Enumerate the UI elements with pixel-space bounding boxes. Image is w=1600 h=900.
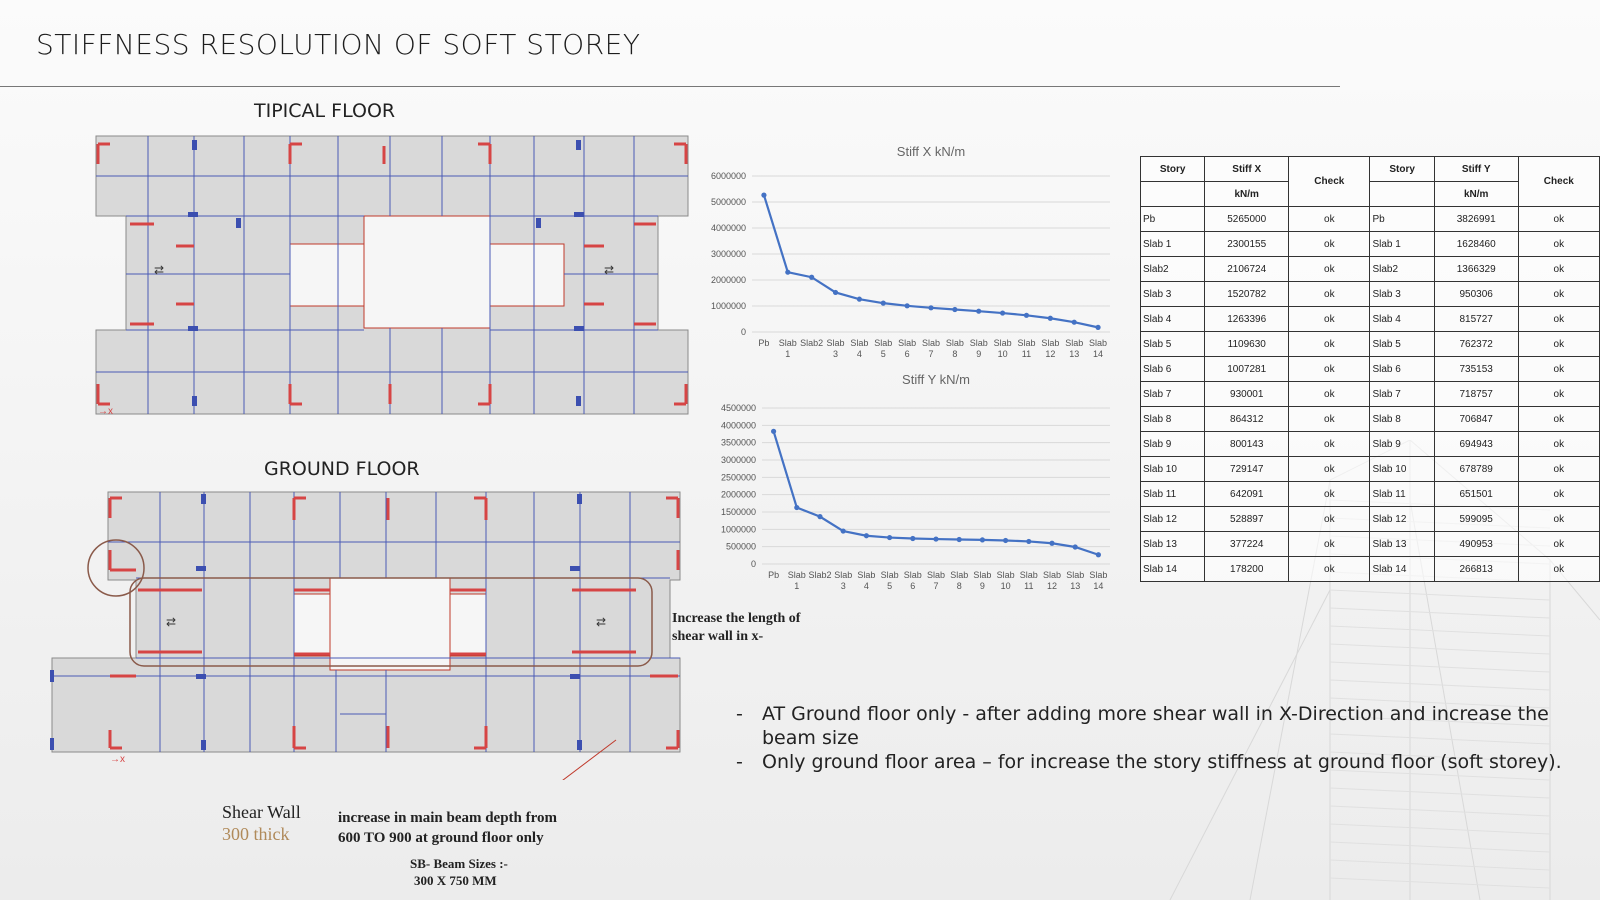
- stiff-y-cell: 678789: [1434, 457, 1518, 482]
- data-point: [976, 309, 981, 314]
- story-cell: Slab 9: [1370, 432, 1434, 457]
- x-tick-label: 11: [1024, 581, 1034, 590]
- header-story-x: Story: [1141, 157, 1205, 182]
- x-tick-label: Slab: [778, 338, 797, 348]
- data-point: [933, 536, 938, 541]
- check-y-cell: ok: [1518, 532, 1599, 557]
- x-tick-label: 1: [785, 349, 791, 359]
- series-line: [774, 431, 1099, 554]
- x-tick-label: 9: [979, 581, 985, 590]
- check-x-cell: ok: [1289, 232, 1370, 257]
- x-tick-label: 13: [1069, 349, 1080, 359]
- story-cell: Slab 4: [1141, 307, 1205, 332]
- check-y-cell: ok: [1518, 557, 1599, 582]
- check-y-cell: ok: [1518, 307, 1599, 332]
- header-unit-y: kN/m: [1434, 182, 1518, 207]
- stiff-x-cell: 178200: [1205, 557, 1289, 582]
- x-tick-label: 7: [933, 581, 939, 590]
- data-point: [817, 514, 822, 519]
- table-row: [1141, 257, 1600, 282]
- data-point: [1096, 552, 1101, 557]
- story-cell: Slab2: [1141, 257, 1205, 282]
- check-y-cell: ok: [1518, 457, 1599, 482]
- check-x-cell: ok: [1289, 557, 1370, 582]
- ground-arrow-left: ⇄: [166, 615, 177, 629]
- ground-lobby-left: [294, 594, 330, 656]
- story-cell: Slab 4: [1370, 307, 1434, 332]
- y-tick-label: 2000000: [710, 275, 746, 285]
- stiff-x-cell: 930001: [1205, 382, 1289, 407]
- y-tick-label: 1000000: [710, 301, 746, 311]
- x-tick-label: Slab: [1089, 338, 1108, 348]
- story-cell: Slab 9: [1141, 432, 1205, 457]
- story-cell: Slab 14: [1370, 557, 1434, 582]
- bullet-list: [736, 702, 1586, 774]
- x-tick-label: Slab: [1042, 570, 1062, 580]
- data-point: [761, 193, 766, 198]
- x-tick-label: 4: [856, 349, 862, 359]
- sb-beam-line2: 300 X 750 MM: [414, 873, 497, 888]
- story-cell: Slab 13: [1141, 532, 1205, 557]
- check-x-cell: ok: [1289, 207, 1370, 232]
- stiff-x-cell: 2106724: [1205, 257, 1289, 282]
- check-y-cell: ok: [1518, 257, 1599, 282]
- table-row: [1141, 507, 1600, 532]
- story-cell: Slab 11: [1141, 482, 1205, 507]
- x-tick-label: Slab: [1017, 338, 1036, 348]
- stiff-x-cell: 729147: [1205, 457, 1289, 482]
- x-tick-label: 14: [1093, 581, 1104, 590]
- y-tick-label: 4000000: [710, 223, 746, 233]
- x-tick-label: Slab: [903, 570, 922, 580]
- ground-opening: [330, 578, 450, 670]
- table-row: [1141, 332, 1600, 357]
- x-tick-label: Slab: [969, 338, 988, 348]
- story-cell: Pb: [1141, 207, 1205, 232]
- stiff-y-cell: 694943: [1434, 432, 1518, 457]
- story-cell: Slab 14: [1141, 557, 1205, 582]
- x-tick-label: 10: [1000, 581, 1011, 590]
- check-y-cell: ok: [1518, 282, 1599, 307]
- x-tick-label: Slab: [950, 570, 969, 580]
- x-tick-label: Slab: [1019, 570, 1038, 580]
- x-tick-label: 8: [952, 349, 958, 359]
- story-cell: Slab 10: [1370, 457, 1434, 482]
- stiff-x-cell: 1109630: [1205, 332, 1289, 357]
- stiff-x-cell: 5265000: [1205, 207, 1289, 232]
- stiff-y-cell: 706847: [1434, 407, 1518, 432]
- stiff-x-cell: 2300155: [1205, 232, 1289, 257]
- stiff-y-cell: 735153: [1434, 357, 1518, 382]
- check-x-cell: ok: [1289, 257, 1370, 282]
- beam-depth-note: [338, 808, 557, 848]
- x-tick-label: Slab: [993, 338, 1012, 348]
- x-tick-label: 13: [1070, 581, 1081, 590]
- data-point: [1024, 313, 1029, 318]
- data-point: [1003, 538, 1008, 543]
- stiff-x-cell: 642091: [1205, 482, 1289, 507]
- header-check-y: Check: [1518, 157, 1599, 207]
- bullet-item: - Only ground floor area – for increase the story stiffness at ground floor (soft storey).: [736, 750, 1586, 774]
- story-cell: Slab 10: [1141, 457, 1205, 482]
- x-tick-label: Slab: [1041, 338, 1060, 348]
- stiff-x-cell: 1263396: [1205, 307, 1289, 332]
- story-cell: Slab2: [1370, 257, 1434, 282]
- x-tick-label: Slab: [834, 570, 853, 580]
- story-cell: Slab 8: [1141, 407, 1205, 432]
- typical-lobby-right: [490, 244, 564, 306]
- story-cell: Slab 5: [1370, 332, 1434, 357]
- data-point: [771, 429, 776, 434]
- header-blank-y: [1370, 182, 1434, 207]
- y-tick-label: 4000000: [720, 420, 756, 431]
- stiff-y-cell: 599095: [1434, 507, 1518, 532]
- y-tick-label: 3000000: [710, 249, 746, 259]
- header-stiff-x: Stiff X: [1205, 157, 1289, 182]
- data-point: [785, 270, 790, 275]
- x-tick-label: Slab: [787, 570, 806, 580]
- story-cell: Slab 3: [1370, 282, 1434, 307]
- x-tick-label: Slab: [926, 570, 946, 580]
- data-point: [1095, 325, 1100, 330]
- story-cell: Slab 12: [1141, 507, 1205, 532]
- x-tick-label: Slab: [898, 338, 917, 348]
- y-tick-label: 5000000: [710, 197, 746, 207]
- table-row: [1141, 282, 1600, 307]
- header-unit-x: kN/m: [1205, 182, 1289, 207]
- x-tick-label: Slab: [826, 338, 845, 348]
- table-row: [1141, 557, 1600, 582]
- stiff-y-cell: 3826991: [1434, 207, 1518, 232]
- stiff-y-cell: 950306: [1434, 282, 1518, 307]
- data-point: [833, 290, 838, 295]
- check-y-cell: ok: [1518, 407, 1599, 432]
- data-point: [887, 535, 892, 540]
- typical-lobby-left: [290, 244, 364, 306]
- data-point: [1073, 544, 1078, 549]
- story-cell: Slab 1: [1141, 232, 1205, 257]
- table-row: [1141, 457, 1600, 482]
- y-tick-label: 2500000: [720, 472, 756, 483]
- x-tick-label: Slab: [857, 570, 876, 580]
- ground-axis-x: →x: [110, 754, 125, 765]
- check-x-cell: ok: [1289, 507, 1370, 532]
- story-cell: Slab 6: [1370, 357, 1434, 382]
- x-tick-label: Slab: [1089, 570, 1108, 580]
- check-y-cell: ok: [1518, 507, 1599, 532]
- check-x-cell: ok: [1289, 432, 1370, 457]
- stiff-y-chart: [700, 368, 1120, 590]
- x-tick-label: Slab: [1066, 570, 1085, 580]
- x-tick-label: Slab: [1065, 338, 1084, 348]
- sb-beam-note: [410, 855, 508, 889]
- table-row: [1141, 432, 1600, 457]
- x-tick-label: 6: [904, 349, 910, 359]
- x-tick-label: 9: [976, 349, 982, 359]
- header-check-x: Check: [1289, 157, 1370, 207]
- ground-floor-plan: [50, 490, 690, 780]
- table-row: [1141, 307, 1600, 332]
- y-tick-label: 0: [740, 327, 746, 337]
- check-x-cell: ok: [1289, 457, 1370, 482]
- stiff-y-cell: 762372: [1434, 332, 1518, 357]
- story-cell: Slab 6: [1141, 357, 1205, 382]
- x-tick-label: 14: [1093, 349, 1104, 359]
- shear-wall-legend: Shear Wall: [222, 802, 301, 822]
- x-tick-label: Slab2: [800, 338, 824, 348]
- x-tick-label: 12: [1046, 581, 1058, 590]
- x-tick-label: Pb: [768, 570, 780, 580]
- x-tick-label: 8: [956, 581, 962, 590]
- check-x-cell: ok: [1289, 482, 1370, 507]
- check-x-cell: ok: [1289, 307, 1370, 332]
- data-point: [1049, 541, 1054, 546]
- data-point: [1048, 316, 1053, 321]
- data-point: [864, 533, 869, 538]
- y-tick-label: 3500000: [720, 437, 756, 448]
- story-cell: Slab 7: [1141, 382, 1205, 407]
- x-tick-label: Slab: [973, 570, 992, 580]
- x-tick-label: Slab2: [808, 570, 832, 580]
- x-tick-label: 5: [887, 581, 893, 590]
- typical-opening: [364, 216, 490, 328]
- y-tick-label: 0: [750, 559, 756, 569]
- table-header-row: [1141, 157, 1600, 182]
- table-row: [1141, 532, 1600, 557]
- check-y-cell: ok: [1518, 232, 1599, 257]
- typical-arrow-left: ⇄: [154, 263, 165, 277]
- bullet-item: - AT Ground floor only - after adding more shear wall in X-Direction and increase the beam size: [736, 702, 1586, 750]
- x-tick-label: Slab: [874, 338, 893, 348]
- data-point: [1000, 310, 1005, 315]
- stiff-x-cell: 528897: [1205, 507, 1289, 532]
- stiff-x-cell: 1520782: [1205, 282, 1289, 307]
- check-x-cell: ok: [1289, 332, 1370, 357]
- stiff-x-cell: 1007281: [1205, 357, 1289, 382]
- check-x-cell: ok: [1289, 357, 1370, 382]
- stiff-x-cell: 800143: [1205, 432, 1289, 457]
- table-row: [1141, 232, 1600, 257]
- typical-axis-x: →x: [98, 406, 113, 417]
- stiff-y-cell: 1366329: [1434, 257, 1518, 282]
- chart-title: Stiff Y kN/m: [902, 372, 970, 387]
- y-tick-label: 2000000: [720, 489, 756, 500]
- table-row: [1141, 382, 1600, 407]
- data-point: [881, 301, 886, 306]
- x-tick-label: Slab: [996, 570, 1015, 580]
- data-point: [928, 305, 933, 310]
- stiff-y-cell: 1628460: [1434, 232, 1518, 257]
- story-cell: Slab 13: [1370, 532, 1434, 557]
- x-tick-label: 10: [997, 349, 1008, 359]
- data-point: [809, 275, 814, 280]
- story-cell: Slab 5: [1141, 332, 1205, 357]
- story-cell: Slab 7: [1370, 382, 1434, 407]
- stiff-x-cell: 864312: [1205, 407, 1289, 432]
- check-y-cell: ok: [1518, 357, 1599, 382]
- x-tick-label: Slab: [850, 338, 869, 348]
- x-tick-label: Slab: [921, 338, 941, 348]
- data-point: [1026, 539, 1031, 544]
- data-point: [794, 505, 799, 510]
- typical-floor-plan: [94, 134, 690, 424]
- check-y-cell: ok: [1518, 482, 1599, 507]
- increase-length-line1: Increase the length of: [672, 611, 801, 626]
- beam-depth-line1: increase in main beam depth from: [338, 810, 558, 826]
- data-point: [952, 307, 957, 312]
- stiff-y-cell: 718757: [1434, 382, 1518, 407]
- x-tick-label: 6: [910, 581, 916, 590]
- y-tick-label: 1500000: [720, 507, 756, 517]
- x-tick-label: 5: [880, 349, 886, 359]
- stiff-y-cell: 490953: [1434, 532, 1518, 557]
- data-point: [857, 297, 862, 302]
- x-tick-label: 11: [1021, 349, 1032, 359]
- y-tick-label: 4500000: [720, 403, 756, 413]
- story-cell: Slab 8: [1370, 407, 1434, 432]
- increase-length-note: [672, 610, 800, 646]
- data-point: [1072, 320, 1077, 325]
- header-story-y: Story: [1370, 157, 1434, 182]
- x-tick-label: 4: [863, 581, 869, 590]
- increase-length-line2: shear wall in x-: [672, 629, 764, 644]
- x-tick-label: 12: [1045, 349, 1056, 359]
- check-y-cell: ok: [1518, 207, 1599, 232]
- x-tick-label: 7: [928, 349, 934, 359]
- header-stiff-y: Stiff Y: [1434, 157, 1518, 182]
- x-tick-label: 1: [794, 581, 800, 590]
- x-tick-label: Slab: [945, 338, 964, 348]
- y-tick-label: 500000: [725, 541, 756, 552]
- check-y-cell: ok: [1518, 382, 1599, 407]
- slide-title: STIFFNESS RESOLUTION OF SOFT STOREY: [36, 28, 641, 61]
- chart-title: Stiff X kN/m: [896, 144, 966, 159]
- check-x-cell: ok: [1289, 282, 1370, 307]
- check-y-cell: ok: [1518, 332, 1599, 357]
- story-cell: Slab 3: [1141, 282, 1205, 307]
- header-blank-x: [1141, 182, 1205, 207]
- check-y-cell: ok: [1518, 432, 1599, 457]
- table-row: [1141, 482, 1600, 507]
- x-tick-label: Slab: [880, 570, 899, 580]
- check-x-cell: ok: [1289, 532, 1370, 557]
- data-point: [957, 537, 962, 542]
- x-tick-label: 3: [833, 349, 839, 359]
- typical-floor-label: TIPICAL FLOOR: [254, 100, 396, 122]
- stiff-x-cell: 377224: [1205, 532, 1289, 557]
- data-point: [980, 537, 985, 542]
- table-row: [1141, 357, 1600, 382]
- story-cell: Slab 12: [1370, 507, 1434, 532]
- stiff-y-cell: 651501: [1434, 482, 1518, 507]
- check-x-cell: ok: [1289, 407, 1370, 432]
- ground-lobby-right: [450, 594, 486, 656]
- story-cell: Slab 11: [1370, 482, 1434, 507]
- stiff-x-chart: [700, 140, 1120, 360]
- table-row: [1141, 207, 1600, 232]
- stiff-y-cell: 266813: [1434, 557, 1518, 582]
- x-tick-label: Pb: [758, 338, 770, 348]
- y-tick-label: 1000000: [720, 524, 756, 535]
- y-tick-label: 6000000: [710, 171, 746, 181]
- stiffness-table: [1140, 156, 1600, 582]
- title-divider: [0, 86, 1340, 87]
- beam-depth-line2: 600 TO 900 at ground floor only: [338, 830, 544, 846]
- table-row: [1141, 407, 1600, 432]
- stiff-y-cell: 815727: [1434, 307, 1518, 332]
- shear-wall-thickness: 300 thick: [222, 824, 290, 844]
- data-point: [905, 303, 910, 308]
- story-cell: Slab 1: [1370, 232, 1434, 257]
- story-cell: Pb: [1370, 207, 1434, 232]
- y-tick-label: 3000000: [720, 455, 756, 465]
- ground-floor-label: GROUND FLOOR: [264, 458, 420, 480]
- check-x-cell: ok: [1289, 382, 1370, 407]
- x-tick-label: 3: [840, 581, 846, 590]
- typical-arrow-right: ⇄: [604, 263, 615, 277]
- ground-arrow-right: ⇄: [596, 615, 607, 629]
- sb-beam-line1: SB- Beam Sizes :-: [410, 856, 508, 871]
- data-point: [841, 528, 846, 533]
- data-point: [910, 536, 915, 541]
